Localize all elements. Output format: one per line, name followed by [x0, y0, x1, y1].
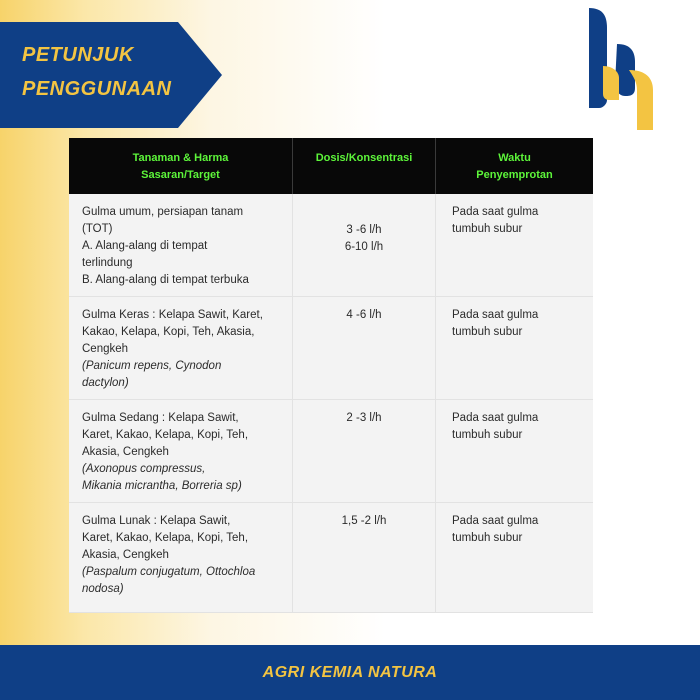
target-cell: [69, 194, 293, 296]
header-time-line1: Waktu: [498, 152, 531, 164]
header-dose: [293, 138, 436, 194]
target-cell: [69, 400, 293, 502]
target-line: Cengkeh: [82, 343, 129, 355]
species-line: Mikania micrantha, Borreria sp): [82, 480, 242, 492]
table-row: [69, 297, 593, 400]
target-line: Karet, Kakao, Kelapa, Kopi, Teh,: [82, 429, 249, 441]
target-cell: [69, 297, 293, 399]
header-time: [436, 138, 593, 194]
banner-title: [22, 38, 192, 106]
table-body: [69, 194, 593, 613]
time-line: Pada saat gulma: [452, 309, 539, 321]
table-row: [69, 503, 593, 613]
dose-cell: [293, 503, 436, 612]
time-cell: [436, 297, 593, 399]
target-line: Karet, Kakao, Kelapa, Kopi, Teh,: [82, 532, 249, 544]
dose-cell: [293, 297, 436, 399]
header-target: [69, 138, 293, 194]
target-line: Kakao, Kelapa, Kopi, Teh, Akasia,: [82, 326, 255, 338]
target-line: (TOT): [82, 223, 113, 235]
table-header: [69, 138, 593, 194]
time-line: Pada saat gulma: [452, 515, 539, 527]
time-line: tumbuh subur: [452, 326, 523, 338]
species-line: dactylon): [82, 377, 129, 389]
target-line: Gulma Lunak : Kelapa Sawit,: [82, 515, 231, 527]
time-line: tumbuh subur: [452, 429, 523, 441]
dose-value: 3 -6 l/h: [346, 224, 382, 236]
table-row: [69, 400, 593, 503]
dose-cell: [293, 400, 436, 502]
species-line: (Panicum repens, Cynodon: [82, 360, 222, 372]
time-line: Pada saat gulma: [452, 206, 539, 218]
time-cell: [436, 400, 593, 502]
dose-cell: [293, 194, 436, 296]
footer-bar: [0, 645, 700, 700]
time-line: tumbuh subur: [452, 223, 523, 235]
target-line: B. Alang-alang di tempat terbuka: [82, 274, 249, 286]
target-line: Gulma Keras : Kelapa Sawit, Karet,: [82, 309, 263, 321]
dose-value: 2 -3 l/h: [346, 412, 382, 424]
time-cell: [436, 503, 593, 612]
time-line: Pada saat gulma: [452, 412, 539, 424]
dose-value: 1,5 -2 l/h: [341, 515, 387, 527]
header-target-line1: Tanaman & Harma: [132, 152, 229, 164]
target-line: Akasia, Cengkeh: [82, 549, 169, 561]
dose-value: 4 -6 l/h: [346, 309, 382, 321]
dose-value: 6-10 l/h: [344, 241, 384, 253]
table-row: [69, 194, 593, 297]
species-line: nodosa): [82, 583, 124, 595]
brand-logo-icon: [585, 4, 657, 130]
banner-title-line1: PETUNJUK: [22, 44, 134, 66]
target-cell: [69, 503, 293, 612]
header-time-line2: Penyemprotan: [476, 169, 553, 181]
header-target-line2: Sasaran/Target: [141, 169, 220, 181]
usage-table: [69, 138, 593, 612]
species-line: (Axonopus compressus,: [82, 463, 206, 475]
target-line: Gulma Sedang : Kelapa Sawit,: [82, 412, 239, 424]
time-line: tumbuh subur: [452, 532, 523, 544]
target-line: A. Alang-alang di tempat: [82, 240, 208, 252]
banner-title-line2: PENGGUNAAN: [22, 78, 172, 100]
target-line: Akasia, Cengkeh: [82, 446, 169, 458]
header-dose-line1: Dosis/Konsentrasi: [315, 152, 413, 164]
target-line: terlindung: [82, 257, 133, 269]
footer-brand: AGRI KEMIA NATURA: [262, 664, 438, 681]
time-cell: [436, 194, 593, 296]
target-line: Gulma umum, persiapan tanam: [82, 206, 244, 218]
species-line: (Paspalum conjugatum, Ottochloa: [82, 566, 256, 578]
